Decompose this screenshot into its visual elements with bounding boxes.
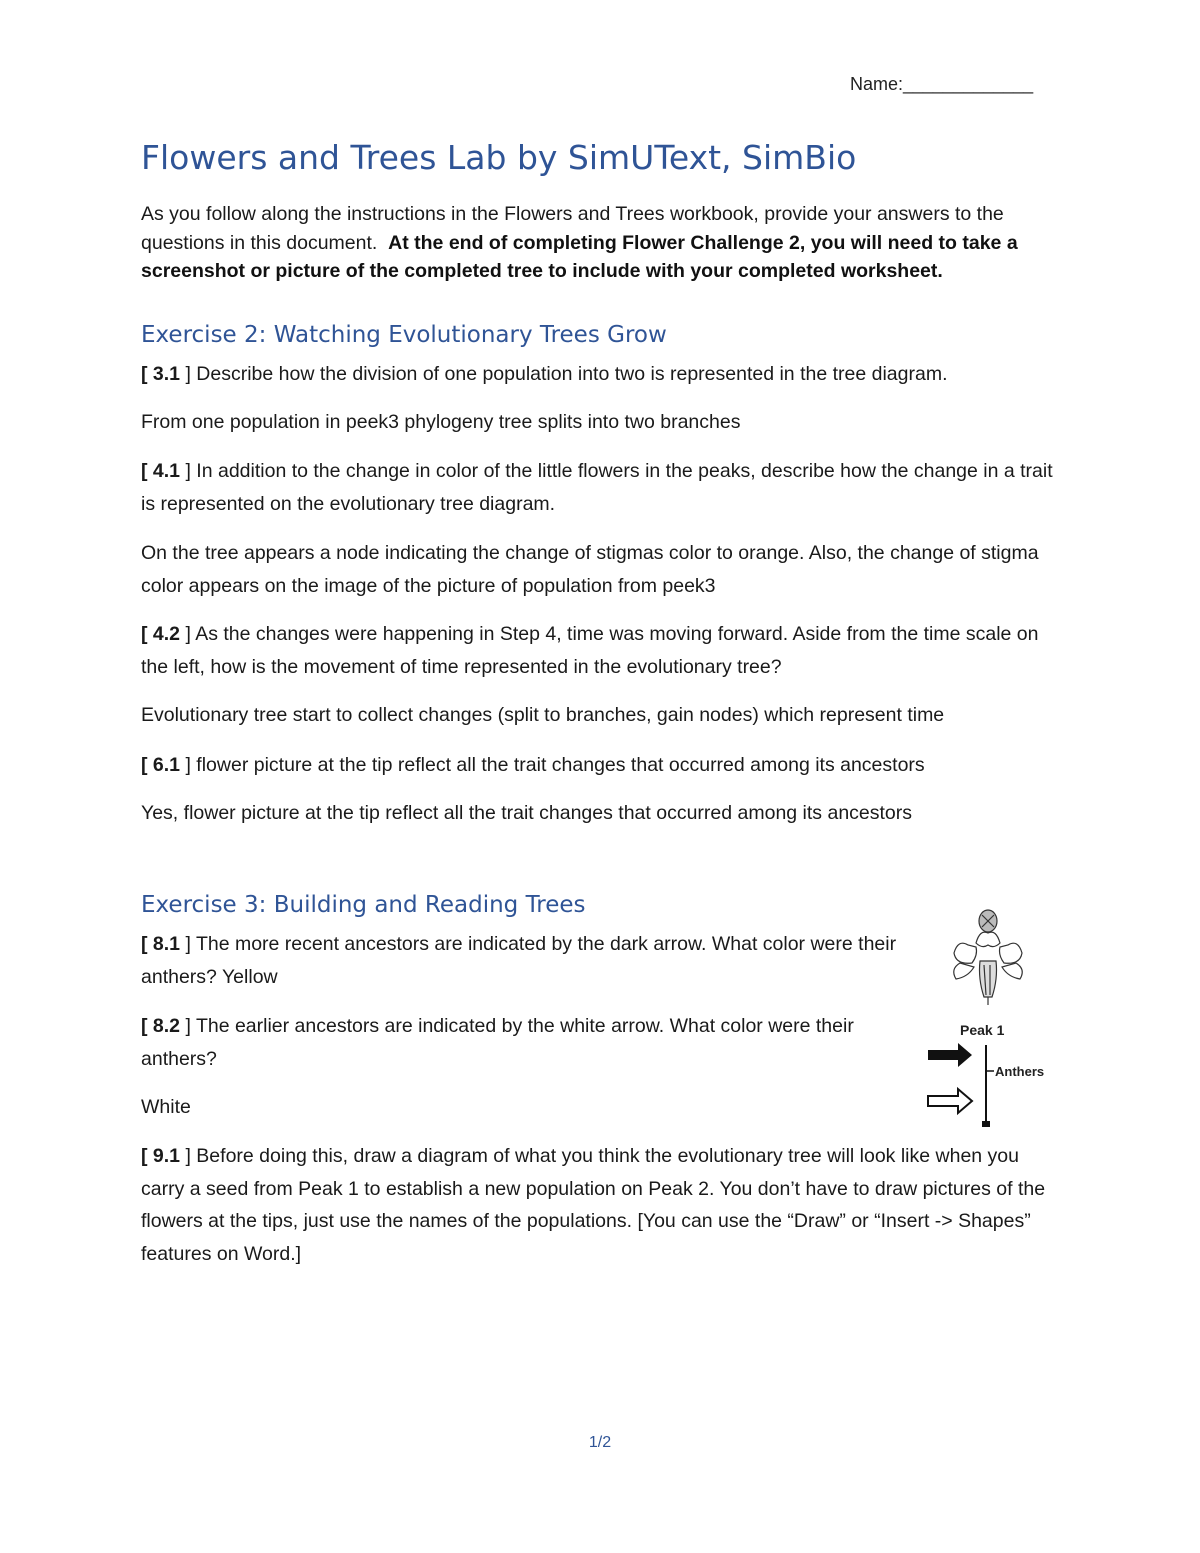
answer-8-1: Yellow bbox=[221, 965, 278, 988]
peak-label: Peak 1 bbox=[960, 1022, 1005, 1038]
answer-6-1: Yes, flower picture at the tip reflect all the trait changes that occurred among its ancestors bbox=[141, 802, 913, 824]
page-number: 1/2 bbox=[588, 1434, 612, 1451]
answer-4-1: On the tree appears a node indicating the change of stigmas color to orange. Also, the change of stigma color appears on the image of the picture of population from peek3 bbox=[141, 542, 1039, 597]
tree-node-marker bbox=[982, 1121, 990, 1127]
answer-8-2: White bbox=[141, 1096, 191, 1118]
question-number: 6.1 bbox=[152, 754, 181, 776]
question-text: Before doing this, draw a diagram of what you think the evolutionary tree will look like when you carry a seed from Peak 1 to establish a new population on Peak 2. You don’t have to draw pictures of the flowers at the tips, just use the names of the populations. [You can use the “Draw” or “Insert -> Shapes” features on Word.] bbox=[141, 1145, 1046, 1265]
flower-anthers-figure bbox=[920, 905, 1070, 1135]
answer-4-2: Evolutionary tree start to collect changes (split to branches, gain nodes) which represent time bbox=[141, 704, 945, 726]
question-8-2: [ 8.2 ] The earlier ancestors are indicated by the white arrow. What color were their anthers? bbox=[141, 1015, 854, 1070]
exercise-3-heading: Exercise 3: Building and Reading Trees bbox=[141, 892, 586, 918]
question-number: 4.2 bbox=[152, 623, 181, 645]
question-text: As the changes were happening in Step 4, time was moving forward. Aside from the time scale on the left, how is the movement of time represented in the evolutionary tree? bbox=[141, 623, 1039, 678]
question-text: flower picture at the tip reflect all the trait changes that occurred among its ancestors bbox=[196, 754, 925, 776]
question-6-1: [ 6.1 ] flower picture at the tip reflect all the trait changes that occurred among its ancestors bbox=[141, 754, 925, 776]
dark-arrow-icon bbox=[928, 1043, 972, 1067]
question-9-1: [ 9.1 ] Before doing this, draw a diagram of what you think the evolutionary tree will look like when you carry a seed from Peak 1 to establish a new population on Peak 2. You don’t have to draw pictures of the flowers at the tips, just use the names of the populations. [You can use the “Draw” or “Insert -> Shapes” features on Word.] bbox=[141, 1145, 1046, 1265]
question-4-2: [ 4.2 ] As the changes were happening in Step 4, time was moving forward. Aside from the time scale on the left, how is the movement of time represented in the evolutionary tree? bbox=[141, 623, 1039, 678]
question-text: Describe how the division of one population into two is represented in the tree diagram. bbox=[196, 363, 948, 385]
answer-3-1: From one population in peek3 phylogeny tree splits into two branches bbox=[141, 411, 741, 433]
question-8-1: [ 8.1 ] The more recent ancestors are indicated by the dark arrow. What color were their anthers? Yellow bbox=[141, 933, 897, 988]
question-text: The more recent ancestors are indicated by the dark arrow. What color were their anthers? bbox=[141, 933, 897, 988]
flower-illustration bbox=[920, 905, 1070, 1135]
document-title: Flowers and Trees Lab by SimUText, SimBio bbox=[141, 138, 857, 177]
question-4-1: [ 4.1 ] In addition to the change in color of the little flowers in the peaks, describe how the change in a trait is represented on the evolutionary tree diagram. bbox=[141, 460, 1053, 515]
question-number: 4.1 bbox=[152, 460, 181, 482]
question-number: 8.1 bbox=[152, 933, 181, 955]
anthers-label: Anthers bbox=[995, 1064, 1045, 1079]
question-text: In addition to the change in color of the little flowers in the peaks, describe how the change in a trait is represented on the evolutionary tree diagram. bbox=[141, 460, 1053, 515]
question-text: The earlier ancestors are indicated by the white arrow. What color were their anthers? bbox=[141, 1015, 854, 1070]
question-number: 8.2 bbox=[152, 1015, 181, 1037]
question-number: 3.1 bbox=[152, 363, 181, 385]
white-arrow-icon bbox=[928, 1089, 972, 1113]
intro-paragraph bbox=[141, 200, 1061, 286]
intro-text: As you follow along the instructions in the Flowers and Trees workbook, provide your answers to the questions in this document. bbox=[141, 203, 1004, 254]
flower-anthers-icon bbox=[954, 910, 1023, 1005]
exercise-2-heading: Exercise 2: Watching Evolutionary Trees Grow bbox=[141, 322, 667, 348]
question-number: 9.1 bbox=[152, 1145, 181, 1167]
question-3-1: [ 3.1 ] Describe how the division of one population into two is represented in the tree diagram. bbox=[141, 363, 948, 385]
name-field-label: Name:_____________ bbox=[850, 74, 1034, 94]
intro-bold-text: At the end of completing Flower Challenge 2, you will need to take a screenshot or picture of the completed tree to include with your completed worksheet. bbox=[141, 231, 1018, 282]
